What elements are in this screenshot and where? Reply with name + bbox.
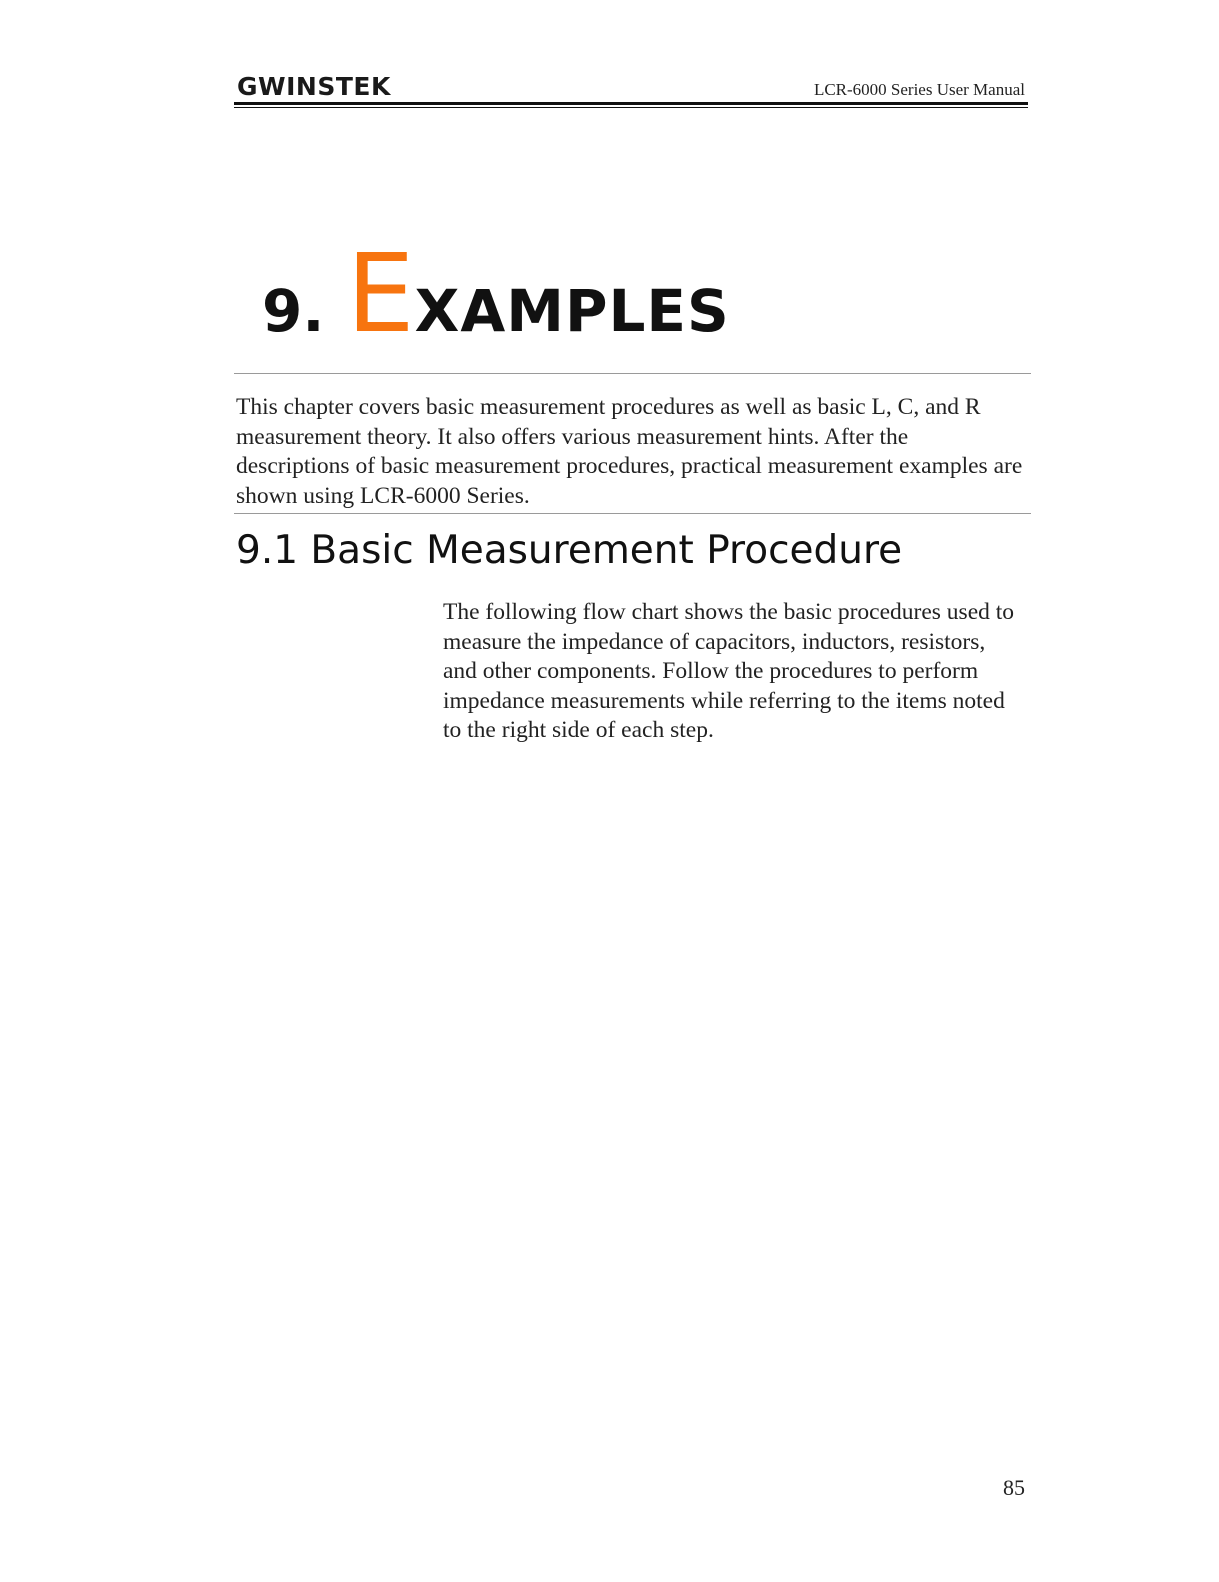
chapter-title-rest: XAMPLES bbox=[414, 277, 730, 345]
header-rule-thick bbox=[234, 102, 1028, 105]
section-heading: 9.1 Basic Measurement Procedure bbox=[236, 528, 903, 573]
section-body: The following flow chart shows the basic procedures used to measure the impedance of capacitors, inductors, resistors, and other components. Follow the procedures to perform impedance measurements while referring to the items noted to the right side of each step. bbox=[443, 599, 1015, 743]
chapter-title bbox=[262, 232, 730, 357]
chapter-rule-bottom bbox=[234, 513, 1031, 514]
header-rule-thin bbox=[234, 107, 1028, 108]
page-number: 85 bbox=[1003, 1475, 1025, 1500]
chapter-intro: This chapter covers basic measurement procedures as well as basic L, C, and R measurement theory. It also offers various measurement hints. After the descriptions of basic measurement procedures, practical measurement examples are shown using LCR-6000 Series. bbox=[236, 394, 1023, 509]
chapter-title-initial: E bbox=[346, 232, 415, 357]
chapter-rule-top bbox=[234, 373, 1031, 374]
chapter-number: 9. bbox=[262, 277, 325, 345]
manual-title: LCR-6000 Series User Manual bbox=[813, 80, 1025, 99]
brand-logo: GWINSTEK bbox=[237, 72, 391, 101]
page-header bbox=[234, 70, 1028, 110]
